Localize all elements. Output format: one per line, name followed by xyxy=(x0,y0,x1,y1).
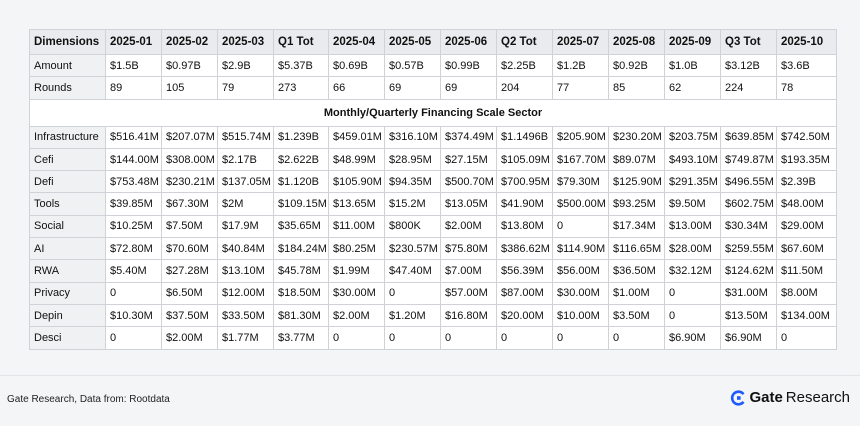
row-label: Cefi xyxy=(30,148,106,170)
table-row xyxy=(30,304,837,326)
table-cell: $93.25M xyxy=(609,193,665,215)
table-cell: 85 xyxy=(609,77,665,99)
table-cell: $17.34M xyxy=(609,215,665,237)
table-cell: 0 xyxy=(777,327,837,349)
table-cell: 78 xyxy=(777,77,837,99)
source-note: Gate Research, Data from: Rootdata xyxy=(7,394,170,405)
table-cell: $2M xyxy=(218,193,274,215)
footer-divider xyxy=(0,375,860,376)
table-cell: 0 xyxy=(106,282,162,304)
table-cell: 0 xyxy=(665,282,721,304)
table-cell: $205.90M xyxy=(553,126,609,148)
table-cell: $2.9B xyxy=(218,55,274,77)
table-cell: $602.75M xyxy=(721,193,777,215)
table-cell: $70.60M xyxy=(162,238,218,260)
table-cell: $230.21M xyxy=(162,171,218,193)
table-cell: 273 xyxy=(274,77,329,99)
table-cell: 89 xyxy=(106,77,162,99)
table-cell: $48.00M xyxy=(777,193,837,215)
table-cell: $72.80M xyxy=(106,238,162,260)
row-label: Infrastructure xyxy=(30,126,106,148)
table-cell: $10.00M xyxy=(553,304,609,326)
table-cell: $2.622B xyxy=(274,148,329,170)
column-header: Dimensions xyxy=(30,30,106,55)
table-cell: $1.77M xyxy=(218,327,274,349)
table-cell: $10.25M xyxy=(106,215,162,237)
table-cell: 0 xyxy=(106,327,162,349)
table-cell: $2.25B xyxy=(497,55,553,77)
table-cell: $80.25M xyxy=(329,238,385,260)
table-cell: $459.01M xyxy=(329,126,385,148)
table-cell: $6.90M xyxy=(665,327,721,349)
table-cell: $10.30M xyxy=(106,304,162,326)
table-cell: $167.70M xyxy=(553,148,609,170)
table-cell: $75.80M xyxy=(441,238,497,260)
table-row xyxy=(30,193,837,215)
table-cell: $13.00M xyxy=(665,215,721,237)
table-cell: $639.85M xyxy=(721,126,777,148)
table-cell: $13.65M xyxy=(329,193,385,215)
table-cell: 204 xyxy=(497,77,553,99)
table-cell: 66 xyxy=(329,77,385,99)
table-cell: $386.62M xyxy=(497,238,553,260)
table-row xyxy=(30,215,837,237)
table-cell: $5.40M xyxy=(106,260,162,282)
table-cell: 69 xyxy=(441,77,497,99)
table-cell: $31.00M xyxy=(721,282,777,304)
column-header: Q3 Tot xyxy=(721,30,777,55)
table-cell: $2.17B xyxy=(218,148,274,170)
table-cell: $13.10M xyxy=(218,260,274,282)
table-cell: $109.15M xyxy=(274,193,329,215)
table-cell: $2.00M xyxy=(162,327,218,349)
table-cell: $11.00M xyxy=(329,215,385,237)
table-cell: $742.50M xyxy=(777,126,837,148)
table-cell: $67.30M xyxy=(162,193,218,215)
header-row xyxy=(30,30,837,55)
table-cell: $56.39M xyxy=(497,260,553,282)
table-cell: $6.50M xyxy=(162,282,218,304)
row-label: AI xyxy=(30,238,106,260)
section-title: Monthly/Quarterly Financing Scale Sector xyxy=(30,99,837,126)
table-cell: $0.69B xyxy=(329,55,385,77)
table-cell: $291.35M xyxy=(665,171,721,193)
row-label: RWA xyxy=(30,260,106,282)
table-cell: $9.50M xyxy=(665,193,721,215)
table-cell: $137.05M xyxy=(218,171,274,193)
column-header: 2025-01 xyxy=(106,30,162,55)
table-row xyxy=(30,126,837,148)
row-label: Desci xyxy=(30,327,106,349)
table-cell: $0.57B xyxy=(385,55,441,77)
column-header: Q2 Tot xyxy=(497,30,553,55)
brand-logo xyxy=(730,389,850,406)
table-cell: $27.28M xyxy=(162,260,218,282)
table-cell: $36.50M xyxy=(609,260,665,282)
column-header: 2025-02 xyxy=(162,30,218,55)
table-cell: $13.80M xyxy=(497,215,553,237)
table-cell: $6.90M xyxy=(721,327,777,349)
row-label: Defi xyxy=(30,171,106,193)
table-cell: $1.0B xyxy=(665,55,721,77)
table-cell: $3.77M xyxy=(274,327,329,349)
column-header: 2025-05 xyxy=(385,30,441,55)
row-label: Tools xyxy=(30,193,106,215)
table-cell: $81.30M xyxy=(274,304,329,326)
table-cell: $116.65M xyxy=(609,238,665,260)
table-cell: $1.99M xyxy=(329,260,385,282)
table-cell: $41.90M xyxy=(497,193,553,215)
table-cell: $28.00M xyxy=(665,238,721,260)
table-cell: 105 xyxy=(162,77,218,99)
table-cell: $2.39B xyxy=(777,171,837,193)
table-cell: $17.9M xyxy=(218,215,274,237)
table-cell: $308.00M xyxy=(162,148,218,170)
column-header: 2025-06 xyxy=(441,30,497,55)
brand-name-rest: Research xyxy=(785,389,850,406)
table-cell: $230.20M xyxy=(609,126,665,148)
column-header: 2025-10 xyxy=(777,30,837,55)
table-cell: $144.00M xyxy=(106,148,162,170)
table-cell: $56.00M xyxy=(553,260,609,282)
table-cell: $207.07M xyxy=(162,126,218,148)
table-cell: $374.49M xyxy=(441,126,497,148)
brand-name-strong: Gate xyxy=(749,389,783,406)
table-cell: $30.00M xyxy=(329,282,385,304)
table-cell: 79 xyxy=(218,77,274,99)
table-cell: $1.239B xyxy=(274,126,329,148)
table-cell: $2.00M xyxy=(329,304,385,326)
table-cell: $30.34M xyxy=(721,215,777,237)
table-cell: $1.120B xyxy=(274,171,329,193)
table-row xyxy=(30,77,837,99)
table-cell: 0 xyxy=(609,327,665,349)
table-cell: $40.84M xyxy=(218,238,274,260)
table-cell: $13.05M xyxy=(441,193,497,215)
table-cell: $0.92B xyxy=(609,55,665,77)
column-header: 2025-03 xyxy=(218,30,274,55)
table-cell: 0 xyxy=(385,282,441,304)
table-cell: $114.90M xyxy=(553,238,609,260)
table-cell: 69 xyxy=(385,77,441,99)
table-cell: $79.30M xyxy=(553,171,609,193)
table-row xyxy=(30,260,837,282)
table-cell: $12.00M xyxy=(218,282,274,304)
table-cell: $15.2M xyxy=(385,193,441,215)
table-cell: $134.00M xyxy=(777,304,837,326)
table-cell: $1.5B xyxy=(106,55,162,77)
column-header: 2025-08 xyxy=(609,30,665,55)
table-cell: $28.95M xyxy=(385,148,441,170)
table-cell: $105.09M xyxy=(497,148,553,170)
table-cell: $3.12B xyxy=(721,55,777,77)
table-cell: $27.15M xyxy=(441,148,497,170)
financing-table-container xyxy=(29,29,832,350)
table-cell: $1.1496B xyxy=(497,126,553,148)
table-cell: $37.50M xyxy=(162,304,218,326)
table-cell: $0.97B xyxy=(162,55,218,77)
table-cell: $259.55M xyxy=(721,238,777,260)
table-cell: $230.57M xyxy=(385,238,441,260)
table-cell: $2.00M xyxy=(441,215,497,237)
table-cell: $32.12M xyxy=(665,260,721,282)
table-cell: 0 xyxy=(553,327,609,349)
section-row xyxy=(30,99,837,126)
table-cell: $125.90M xyxy=(609,171,665,193)
table-cell: 0 xyxy=(665,304,721,326)
table-cell: $57.00M xyxy=(441,282,497,304)
table-cell: $800K xyxy=(385,215,441,237)
table-cell: $94.35M xyxy=(385,171,441,193)
table-cell: $105.90M xyxy=(329,171,385,193)
table-row xyxy=(30,55,837,77)
table-cell: $7.50M xyxy=(162,215,218,237)
column-header: 2025-07 xyxy=(553,30,609,55)
column-header: 2025-04 xyxy=(329,30,385,55)
table-header xyxy=(30,30,837,55)
table-cell: $316.10M xyxy=(385,126,441,148)
table-cell: $0.99B xyxy=(441,55,497,77)
table-cell: $67.60M xyxy=(777,238,837,260)
table-cell: $89.07M xyxy=(609,148,665,170)
table-cell: 0 xyxy=(497,327,553,349)
table-cell: $3.50M xyxy=(609,304,665,326)
table-cell: $8.00M xyxy=(777,282,837,304)
table-cell: $1.20M xyxy=(385,304,441,326)
table-cell: 62 xyxy=(665,77,721,99)
table-row xyxy=(30,327,837,349)
table-cell: $193.35M xyxy=(777,148,837,170)
table-cell: $500.00M xyxy=(553,193,609,215)
table-cell: $13.50M xyxy=(721,304,777,326)
table-cell: $500.70M xyxy=(441,171,497,193)
table-cell: 224 xyxy=(721,77,777,99)
table-cell: $753.48M xyxy=(106,171,162,193)
table-cell: $45.78M xyxy=(274,260,329,282)
table-cell: $18.50M xyxy=(274,282,329,304)
row-label: Rounds xyxy=(30,77,106,99)
row-label: Amount xyxy=(30,55,106,77)
table-row xyxy=(30,148,837,170)
table-cell: $496.55M xyxy=(721,171,777,193)
row-label: Depin xyxy=(30,304,106,326)
table-cell: 0 xyxy=(553,215,609,237)
table-cell: $7.00M xyxy=(441,260,497,282)
table-cell: $493.10M xyxy=(665,148,721,170)
table-cell: $749.87M xyxy=(721,148,777,170)
column-header: 2025-09 xyxy=(665,30,721,55)
table-cell: $3.6B xyxy=(777,55,837,77)
column-header: Q1 Tot xyxy=(274,30,329,55)
table-cell: $30.00M xyxy=(553,282,609,304)
table-row xyxy=(30,238,837,260)
table-cell: $1.00M xyxy=(609,282,665,304)
gate-logo-icon xyxy=(730,390,746,406)
table-cell: $39.85M xyxy=(106,193,162,215)
table-cell: 0 xyxy=(329,327,385,349)
row-label: Social xyxy=(30,215,106,237)
table-cell: 0 xyxy=(385,327,441,349)
table-cell: $516.41M xyxy=(106,126,162,148)
table-body xyxy=(30,55,837,350)
table-cell: 0 xyxy=(441,327,497,349)
table-cell: $1.2B xyxy=(553,55,609,77)
table-cell: $5.37B xyxy=(274,55,329,77)
table-cell: $515.74M xyxy=(218,126,274,148)
financing-table xyxy=(29,29,837,350)
row-label: Privacy xyxy=(30,282,106,304)
table-cell: $33.50M xyxy=(218,304,274,326)
table-cell: $203.75M xyxy=(665,126,721,148)
table-cell: $47.40M xyxy=(385,260,441,282)
table-row xyxy=(30,171,837,193)
table-cell: $16.80M xyxy=(441,304,497,326)
table-cell: $20.00M xyxy=(497,304,553,326)
table-cell: $11.50M xyxy=(777,260,837,282)
table-row xyxy=(30,282,837,304)
table-cell: $87.00M xyxy=(497,282,553,304)
table-cell: $35.65M xyxy=(274,215,329,237)
table-cell: 77 xyxy=(553,77,609,99)
table-cell: $124.62M xyxy=(721,260,777,282)
table-cell: $184.24M xyxy=(274,238,329,260)
table-cell: $48.99M xyxy=(329,148,385,170)
table-cell: $29.00M xyxy=(777,215,837,237)
table-cell: $700.95M xyxy=(497,171,553,193)
